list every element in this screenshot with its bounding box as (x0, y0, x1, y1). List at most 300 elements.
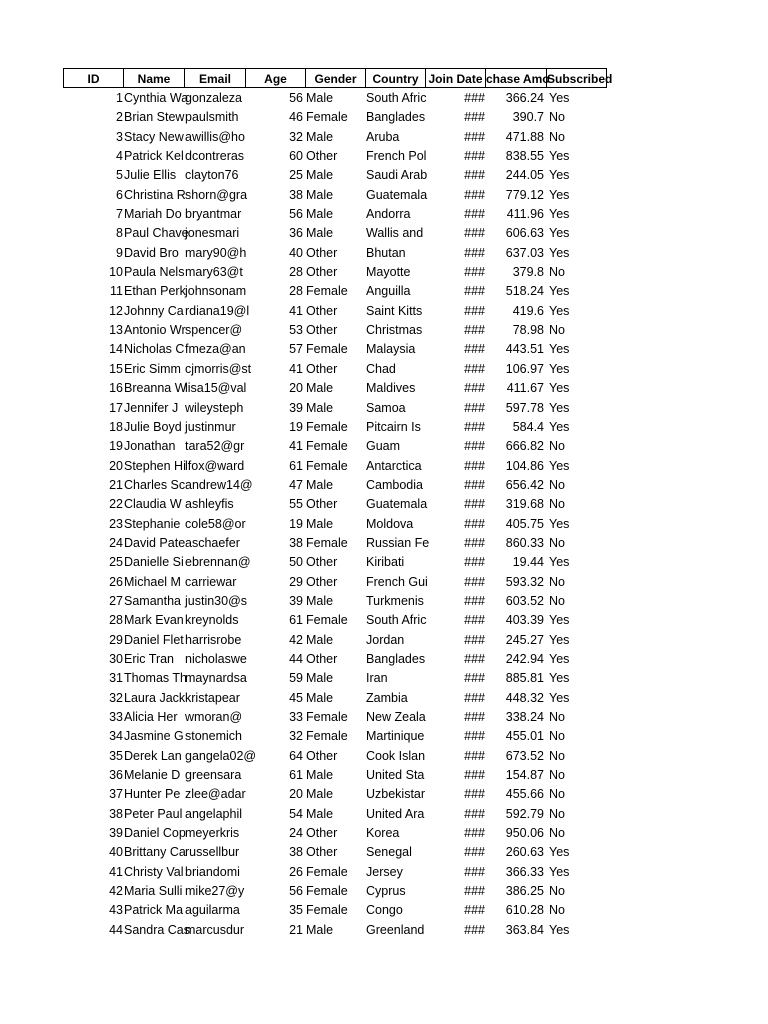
cell-purchase-amount[interactable]: 885.81 (505, 671, 544, 686)
cell-email[interactable]: cole58@or (185, 516, 246, 531)
cell-age[interactable]: 38 (289, 187, 303, 202)
cell-subscribed[interactable]: Yes (549, 187, 570, 202)
cell-country[interactable]: Zambia (366, 690, 408, 705)
cell-name[interactable]: Jonathan (124, 439, 176, 454)
cell-purchase-amount[interactable]: 673.52 (505, 748, 544, 763)
cell-name[interactable]: David Pate (124, 535, 186, 550)
cell-age[interactable]: 64 (289, 748, 303, 763)
cell-gender[interactable]: Female (306, 903, 348, 918)
cell-name[interactable]: Alicia Her (124, 710, 178, 724)
cell-join-date[interactable]: ### (464, 826, 485, 841)
cell-purchase-amount[interactable]: 366.24 (505, 91, 544, 105)
cell-subscribed[interactable]: No (549, 265, 565, 280)
cell-name[interactable]: Christy Val (124, 864, 184, 879)
header-purchase-amount[interactable]: chase Amo (486, 68, 547, 88)
cell-name[interactable]: Paul Chave (124, 226, 189, 241)
cell-age[interactable]: 32 (289, 129, 303, 144)
cell-country[interactable]: Jersey (366, 864, 403, 879)
cell-id[interactable]: 8 (116, 226, 123, 241)
cell-subscribed[interactable]: Yes (549, 245, 570, 260)
cell-name[interactable]: Brittany Ca (124, 845, 186, 860)
cell-subscribed[interactable]: Yes (549, 632, 570, 647)
cell-join-date[interactable]: ### (464, 593, 485, 608)
cell-subscribed[interactable]: Yes (549, 149, 570, 164)
cell-join-date[interactable]: ### (464, 400, 485, 415)
cell-name[interactable]: Antonio Wr (124, 323, 186, 338)
cell-name[interactable]: Breanna W (124, 381, 187, 396)
cell-email[interactable]: greensara (185, 768, 242, 783)
cell-subscribed[interactable]: Yes (549, 284, 570, 299)
cell-id[interactable]: 2 (116, 110, 123, 125)
cell-subscribed[interactable]: Yes (549, 922, 570, 937)
cell-id[interactable]: 10 (109, 265, 123, 280)
cell-purchase-amount[interactable]: 366.33 (505, 864, 544, 879)
cell-subscribed[interactable]: Yes (549, 613, 570, 628)
cell-id[interactable]: 22 (109, 497, 123, 512)
cell-country[interactable]: Uzbekistar (366, 787, 426, 802)
cell-subscribed[interactable]: Yes (549, 91, 570, 105)
cell-purchase-amount[interactable]: 779.12 (505, 187, 544, 202)
cell-name[interactable]: Patrick Ma (124, 903, 184, 918)
cell-join-date[interactable]: ### (464, 129, 485, 144)
cell-email[interactable]: marcusdur (185, 922, 245, 937)
cell-email[interactable]: awillis@ho (185, 129, 245, 144)
cell-gender[interactable]: Male (306, 91, 334, 105)
cell-name[interactable]: Christina R (124, 187, 186, 202)
cell-join-date[interactable]: ### (464, 226, 485, 241)
cell-purchase-amount[interactable]: 319.68 (505, 497, 544, 512)
cell-purchase-amount[interactable]: 403.39 (505, 613, 544, 628)
cell-name[interactable]: Stephen Hi (124, 458, 186, 473)
cell-join-date[interactable]: ### (464, 710, 485, 724)
cell-id[interactable]: 16 (109, 381, 123, 396)
cell-join-date[interactable]: ### (464, 555, 485, 570)
cell-join-date[interactable]: ### (464, 729, 485, 744)
cell-email[interactable]: tara52@gr (185, 439, 245, 454)
cell-country[interactable]: Cook Islan (366, 748, 426, 763)
cell-purchase-amount[interactable]: 455.01 (505, 729, 544, 744)
cell-email[interactable]: paulsmith (185, 110, 239, 125)
cell-id[interactable]: 35 (109, 748, 123, 763)
cell-purchase-amount[interactable]: 597.78 (505, 400, 544, 415)
cell-age[interactable]: 21 (289, 922, 303, 937)
cell-email[interactable]: aschaefer (185, 535, 240, 550)
cell-subscribed[interactable]: No (549, 768, 565, 783)
cell-age[interactable]: 42 (289, 632, 303, 647)
cell-gender[interactable]: Male (306, 129, 334, 144)
cell-country[interactable]: United Sta (366, 768, 425, 783)
cell-email[interactable]: aguilarma (185, 903, 240, 918)
cell-country[interactable]: Guatemala (366, 187, 428, 202)
cell-gender[interactable]: Male (306, 516, 334, 531)
cell-age[interactable]: 61 (289, 458, 303, 473)
cell-gender[interactable]: Male (306, 690, 334, 705)
cell-email[interactable]: kreynolds (185, 613, 239, 628)
cell-gender[interactable]: Male (306, 187, 334, 202)
cell-purchase-amount[interactable]: 411.96 (506, 207, 544, 222)
cell-country[interactable]: Christmas (366, 323, 423, 338)
cell-subscribed[interactable]: No (549, 535, 565, 550)
cell-gender[interactable]: Male (306, 806, 334, 821)
cell-email[interactable]: gonzaleza (185, 91, 242, 105)
cell-country[interactable]: Andorra (366, 207, 411, 222)
cell-subscribed[interactable]: No (549, 477, 565, 492)
cell-id[interactable]: 14 (109, 342, 123, 357)
cell-country[interactable]: Mayotte (366, 265, 411, 280)
cell-age[interactable]: 54 (289, 806, 303, 821)
cell-name[interactable]: Eric Simm (124, 361, 181, 376)
cell-join-date[interactable]: ### (464, 284, 485, 299)
cell-subscribed[interactable]: Yes (549, 864, 570, 879)
cell-join-date[interactable]: ### (464, 845, 485, 860)
cell-email[interactable]: angelaphil (185, 806, 242, 821)
cell-id[interactable]: 34 (109, 729, 123, 744)
cell-age[interactable]: 25 (289, 168, 303, 183)
cell-id[interactable]: 25 (109, 555, 123, 570)
cell-name[interactable]: Maria Sulli (124, 884, 183, 899)
cell-id[interactable]: 30 (109, 651, 123, 666)
cell-subscribed[interactable]: No (549, 826, 565, 841)
cell-join-date[interactable]: ### (464, 149, 485, 164)
cell-age[interactable]: 24 (289, 826, 303, 841)
cell-purchase-amount[interactable]: 603.52 (505, 593, 544, 608)
cell-subscribed[interactable]: Yes (549, 458, 570, 473)
cell-purchase-amount[interactable]: 471.88 (505, 129, 544, 144)
cell-join-date[interactable]: ### (464, 787, 485, 802)
cell-purchase-amount[interactable]: 838.55 (505, 149, 544, 164)
cell-subscribed[interactable]: No (549, 903, 565, 918)
cell-subscribed[interactable]: Yes (549, 671, 570, 686)
cell-country[interactable]: Wallis and (366, 226, 424, 241)
cell-age[interactable]: 40 (289, 245, 303, 260)
cell-join-date[interactable]: ### (464, 477, 485, 492)
cell-email[interactable]: lfox@ward (185, 458, 245, 473)
cell-purchase-amount[interactable]: 411.67 (506, 381, 544, 396)
cell-country[interactable]: South Afric (366, 613, 427, 628)
cell-join-date[interactable]: ### (464, 632, 485, 647)
cell-email[interactable]: nicholaswe (185, 651, 247, 666)
cell-join-date[interactable]: ### (464, 458, 485, 473)
cell-email[interactable]: ebrennan@ (185, 555, 251, 570)
cell-age[interactable]: 35 (289, 903, 303, 918)
cell-age[interactable]: 45 (289, 690, 303, 705)
cell-join-date[interactable]: ### (464, 884, 485, 899)
cell-purchase-amount[interactable]: 106.97 (505, 361, 544, 376)
cell-age[interactable]: 56 (289, 91, 303, 105)
cell-purchase-amount[interactable]: 245.27 (505, 632, 544, 647)
cell-purchase-amount[interactable]: 455.66 (505, 787, 544, 802)
cell-purchase-amount[interactable]: 443.51 (505, 342, 544, 357)
cell-age[interactable]: 47 (289, 477, 303, 492)
cell-id[interactable]: 26 (109, 574, 123, 589)
cell-join-date[interactable]: ### (464, 342, 485, 357)
cell-purchase-amount[interactable]: 104.86 (505, 458, 544, 473)
cell-name[interactable]: Mariah Do (124, 207, 182, 222)
cell-id[interactable]: 24 (109, 535, 123, 550)
cell-country[interactable]: South Afric (366, 91, 427, 105)
cell-id[interactable]: 11 (110, 284, 123, 299)
cell-country[interactable]: Kiribati (366, 555, 405, 570)
cell-age[interactable]: 26 (289, 864, 303, 879)
cell-age[interactable]: 19 (289, 516, 303, 531)
cell-age[interactable]: 56 (289, 207, 303, 222)
cell-id[interactable]: 41 (109, 864, 123, 879)
cell-email[interactable]: russellbur (185, 845, 240, 860)
cell-age[interactable]: 41 (289, 361, 303, 376)
cell-gender[interactable]: Other (306, 651, 338, 666)
cell-purchase-amount[interactable]: 518.24 (505, 284, 544, 299)
cell-name[interactable]: Brian Stew (124, 110, 185, 125)
cell-age[interactable]: 39 (289, 593, 303, 608)
cell-country[interactable]: French Pol (366, 149, 427, 164)
cell-name[interactable]: Julie Boyd (124, 419, 182, 434)
cell-id[interactable]: 28 (109, 613, 123, 628)
cell-id[interactable]: 39 (109, 826, 123, 841)
cell-join-date[interactable]: ### (464, 265, 485, 280)
cell-name[interactable]: Thomas Th (124, 671, 187, 686)
cell-country[interactable]: Malaysia (366, 342, 416, 357)
cell-subscribed[interactable]: No (549, 884, 565, 899)
cell-subscribed[interactable]: No (549, 729, 565, 744)
cell-purchase-amount[interactable]: 260.63 (505, 845, 544, 860)
cell-gender[interactable]: Male (306, 768, 334, 783)
cell-email[interactable]: ashleyfis (185, 497, 234, 512)
cell-name[interactable]: Jennifer J (124, 400, 179, 415)
cell-subscribed[interactable]: No (549, 806, 565, 821)
cell-join-date[interactable]: ### (464, 323, 485, 338)
cell-gender[interactable]: Female (306, 535, 348, 550)
cell-gender[interactable]: Male (306, 168, 334, 183)
cell-country[interactable]: Banglades (366, 651, 426, 666)
cell-age[interactable]: 61 (289, 613, 303, 628)
cell-purchase-amount[interactable]: 606.63 (505, 226, 544, 241)
cell-email[interactable]: rdiana19@l (185, 303, 250, 318)
cell-name[interactable]: Stephanie (124, 516, 181, 531)
cell-join-date[interactable]: ### (464, 748, 485, 763)
cell-join-date[interactable]: ### (464, 516, 485, 531)
cell-country[interactable]: Saudi Arab (366, 168, 428, 183)
cell-id[interactable]: 31 (109, 671, 123, 686)
cell-country[interactable]: Cyprus (366, 884, 406, 899)
cell-id[interactable]: 4 (116, 149, 123, 164)
cell-join-date[interactable]: ### (464, 168, 485, 183)
cell-subscribed[interactable]: No (549, 593, 565, 608)
cell-purchase-amount[interactable]: 419.6 (512, 303, 544, 318)
cell-age[interactable]: 28 (289, 284, 303, 299)
cell-gender[interactable]: Female (306, 729, 348, 744)
cell-gender[interactable]: Female (306, 458, 348, 473)
cell-join-date[interactable]: ### (464, 806, 485, 821)
cell-email[interactable]: maynardsa (185, 671, 247, 686)
cell-id[interactable]: 27 (109, 593, 123, 608)
cell-id[interactable]: 6 (116, 187, 123, 202)
cell-country[interactable]: Senegal (366, 845, 412, 860)
cell-email[interactable]: mary63@t (185, 265, 243, 280)
cell-join-date[interactable]: ### (464, 439, 485, 454)
cell-subscribed[interactable]: No (549, 497, 565, 512)
cell-join-date[interactable]: ### (464, 671, 485, 686)
cell-country[interactable]: Cambodia (366, 477, 423, 492)
cell-gender[interactable]: Other (306, 748, 338, 763)
cell-join-date[interactable]: ### (464, 207, 485, 222)
cell-name[interactable]: Cynthia Wa (124, 91, 189, 105)
cell-country[interactable]: Maldives (366, 381, 416, 396)
cell-country[interactable]: Turkmenis (366, 593, 424, 608)
cell-join-date[interactable]: ### (464, 187, 485, 202)
cell-purchase-amount[interactable]: 592.79 (505, 806, 544, 821)
cell-purchase-amount[interactable]: 19.44 (512, 555, 544, 570)
cell-subscribed[interactable]: No (549, 129, 565, 144)
header-name[interactable]: Name (124, 68, 185, 88)
cell-gender[interactable]: Male (306, 632, 334, 647)
cell-id[interactable]: 37 (109, 787, 123, 802)
cell-gender[interactable]: Other (306, 574, 338, 589)
cell-name[interactable]: Paula Nels (124, 265, 185, 280)
cell-name[interactable]: Samantha (124, 593, 181, 608)
cell-id[interactable]: 18 (109, 419, 123, 434)
cell-subscribed[interactable]: No (549, 748, 565, 763)
cell-gender[interactable]: Other (306, 303, 338, 318)
cell-subscribed[interactable]: Yes (549, 400, 570, 415)
cell-join-date[interactable]: ### (464, 535, 485, 550)
cell-email[interactable]: gangela02@ (185, 748, 257, 763)
cell-country[interactable]: Antarctica (366, 458, 422, 473)
cell-name[interactable]: Julie Ellis (124, 168, 177, 183)
cell-email[interactable]: andrew14@ (185, 477, 253, 492)
cell-age[interactable]: 28 (289, 265, 303, 280)
cell-email[interactable]: shorn@gra (185, 187, 248, 202)
cell-gender[interactable]: Other (306, 555, 338, 570)
cell-subscribed[interactable]: No (549, 110, 565, 125)
cell-email[interactable]: mike27@y (185, 884, 245, 899)
cell-gender[interactable]: Male (306, 671, 334, 686)
cell-id[interactable]: 7 (116, 207, 123, 222)
cell-country[interactable]: Guam (366, 439, 401, 454)
cell-subscribed[interactable]: Yes (549, 419, 570, 434)
cell-age[interactable]: 55 (289, 497, 303, 512)
cell-purchase-amount[interactable]: 637.03 (505, 245, 544, 260)
cell-name[interactable]: Jasmine G (124, 729, 184, 744)
cell-email[interactable]: wileysteph (185, 400, 244, 415)
cell-age[interactable]: 36 (289, 226, 303, 241)
cell-age[interactable]: 41 (289, 439, 303, 454)
cell-id[interactable]: 3 (116, 129, 123, 144)
cell-join-date[interactable]: ### (464, 903, 485, 918)
cell-name[interactable]: Danielle Si (124, 555, 184, 570)
cell-age[interactable]: 38 (289, 535, 303, 550)
header-country[interactable]: Country (366, 68, 426, 88)
cell-gender[interactable]: Male (306, 226, 334, 241)
cell-email[interactable]: bryantmar (185, 207, 242, 222)
cell-name[interactable]: David Bro (124, 245, 179, 260)
cell-name[interactable]: Johnny Ca (124, 303, 184, 318)
cell-age[interactable]: 56 (289, 884, 303, 899)
cell-country[interactable]: Russian Fe (366, 535, 430, 550)
cell-age[interactable]: 20 (289, 787, 303, 802)
cell-gender[interactable]: Male (306, 593, 334, 608)
cell-gender[interactable]: Female (306, 439, 348, 454)
cell-name[interactable]: Michael M (124, 574, 181, 589)
cell-subscribed[interactable]: Yes (549, 651, 570, 666)
cell-email[interactable]: briandomi (185, 864, 240, 879)
cell-join-date[interactable]: ### (464, 922, 485, 937)
cell-country[interactable]: Congo (366, 903, 403, 918)
cell-name[interactable]: Daniel Cop (124, 826, 186, 841)
cell-id[interactable]: 23 (109, 516, 123, 531)
cell-age[interactable]: 53 (289, 323, 303, 338)
cell-subscribed[interactable]: Yes (549, 303, 570, 318)
cell-join-date[interactable]: ### (464, 361, 485, 376)
cell-id[interactable]: 12 (109, 303, 123, 318)
cell-gender[interactable]: Female (306, 284, 348, 299)
cell-email[interactable]: lisa15@val (185, 381, 247, 396)
cell-id[interactable]: 13 (109, 323, 123, 338)
cell-email[interactable]: harrisrobe (185, 632, 242, 647)
cell-purchase-amount[interactable]: 666.82 (505, 439, 544, 454)
cell-purchase-amount[interactable]: 860.33 (505, 535, 544, 550)
cell-age[interactable]: 46 (289, 110, 303, 125)
cell-age[interactable]: 33 (289, 710, 303, 724)
cell-gender[interactable]: Female (306, 342, 348, 357)
cell-country[interactable]: Moldova (366, 516, 414, 531)
cell-join-date[interactable]: ### (464, 419, 485, 434)
header-age[interactable]: Age (246, 68, 306, 88)
cell-id[interactable]: 9 (116, 245, 123, 260)
cell-email[interactable]: jonesmari (185, 226, 240, 241)
cell-subscribed[interactable]: Yes (549, 690, 570, 705)
cell-country[interactable]: Greenland (366, 922, 425, 937)
cell-subscribed[interactable]: Yes (549, 361, 570, 376)
cell-purchase-amount[interactable]: 610.28 (505, 903, 544, 918)
cell-email[interactable]: meyerkris (185, 826, 240, 841)
cell-country[interactable]: United Ara (366, 806, 425, 821)
header-email[interactable]: Email (185, 68, 246, 88)
cell-id[interactable]: 36 (109, 768, 123, 783)
cell-email[interactable]: cjmorris@st (185, 361, 252, 376)
cell-name[interactable]: Charles Sc (124, 477, 186, 492)
cell-join-date[interactable]: ### (464, 574, 485, 589)
cell-age[interactable]: 44 (289, 651, 303, 666)
cell-gender[interactable]: Other (306, 149, 338, 164)
cell-id[interactable]: 29 (109, 632, 123, 647)
cell-age[interactable]: 39 (289, 400, 303, 415)
cell-purchase-amount[interactable]: 448.32 (505, 690, 544, 705)
cell-purchase-amount[interactable]: 593.32 (505, 574, 544, 589)
cell-email[interactable]: justinmur (185, 419, 236, 434)
cell-gender[interactable]: Male (306, 207, 334, 222)
cell-gender[interactable]: Male (306, 477, 334, 492)
cell-purchase-amount[interactable]: 154.87 (505, 768, 544, 783)
cell-id[interactable]: 38 (109, 806, 123, 821)
cell-subscribed[interactable]: Yes (549, 168, 570, 183)
cell-gender[interactable]: Female (306, 864, 348, 879)
cell-country[interactable]: Chad (366, 361, 396, 376)
cell-gender[interactable]: Other (306, 265, 338, 280)
cell-purchase-amount[interactable]: 379.8 (512, 265, 544, 280)
cell-country[interactable]: Anguilla (366, 284, 411, 299)
cell-age[interactable]: 61 (289, 768, 303, 783)
cell-id[interactable]: 19 (109, 439, 123, 454)
cell-id[interactable]: 33 (109, 710, 123, 724)
cell-join-date[interactable]: ### (464, 110, 485, 125)
cell-email[interactable]: spencer@ (185, 323, 243, 338)
cell-country[interactable]: Banglades (366, 110, 426, 125)
cell-id[interactable]: 44 (109, 922, 123, 937)
cell-country[interactable]: Jordan (366, 632, 405, 647)
cell-purchase-amount[interactable]: 78.98 (512, 323, 544, 338)
cell-join-date[interactable]: ### (464, 91, 485, 105)
cell-gender[interactable]: Other (306, 245, 338, 260)
